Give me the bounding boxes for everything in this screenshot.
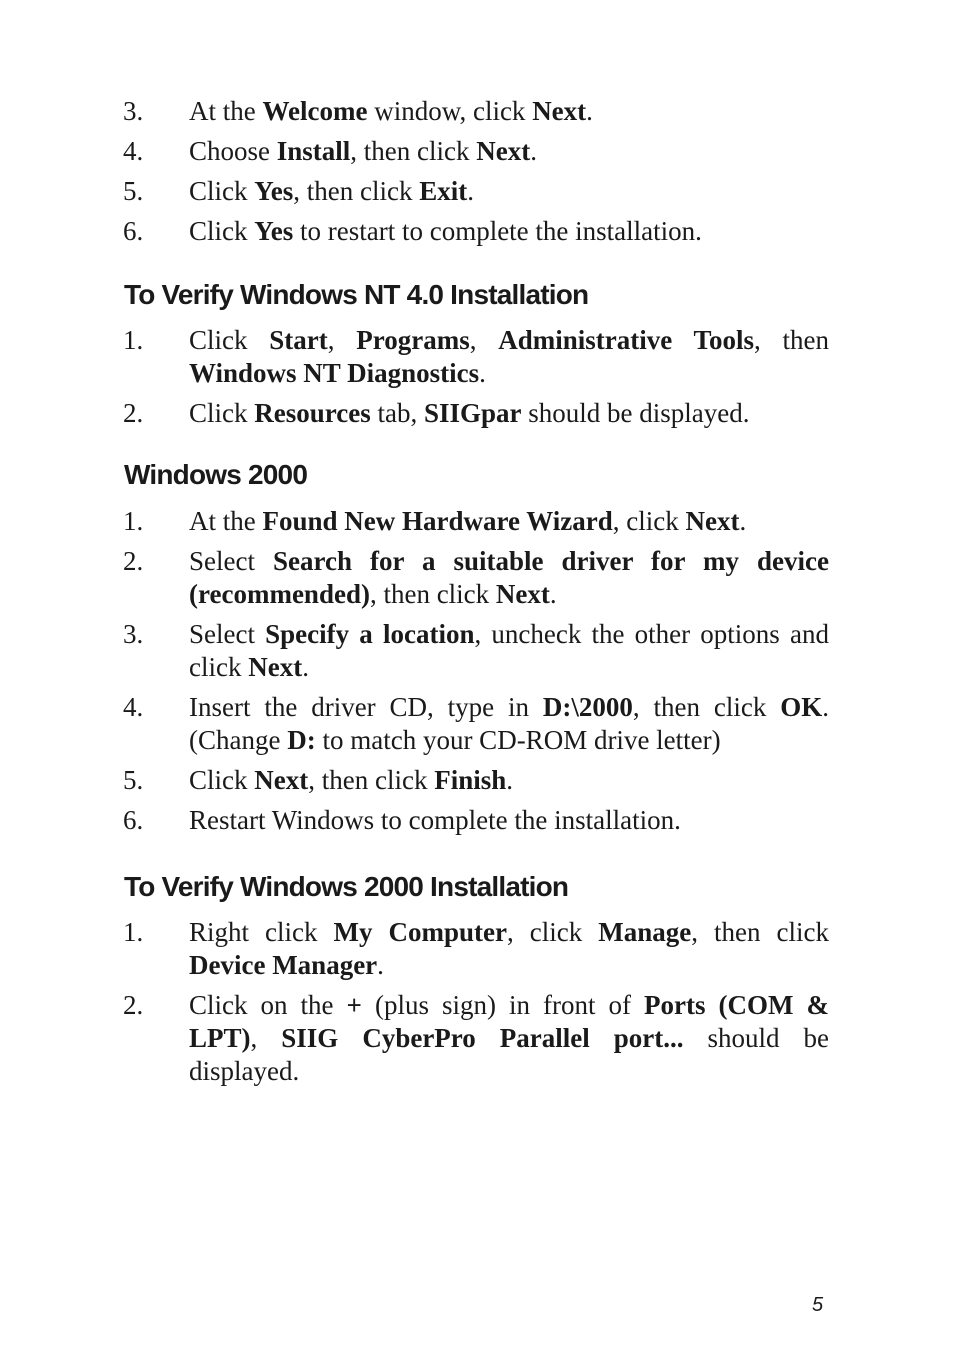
bold-term: Next	[476, 136, 531, 166]
list-item-number: 2.	[123, 990, 144, 1020]
text-run: Right click	[189, 917, 334, 947]
text-run: , then click	[308, 765, 435, 795]
bold-term: Programs	[356, 325, 470, 355]
text-run: , then click	[691, 917, 829, 947]
bold-term: My Computer	[333, 917, 507, 947]
text-run: Insert the driver CD, type in	[189, 692, 543, 722]
list-item-text	[189, 397, 829, 430]
text-run: , then	[754, 325, 829, 355]
text-run: , then click	[632, 692, 781, 722]
text-run: window, click	[367, 96, 533, 126]
list-item-number: 3.	[123, 619, 144, 649]
list-item-text	[189, 175, 829, 208]
text-run: , click	[612, 506, 686, 536]
list-item	[0, 135, 954, 168]
text-run: Click	[189, 216, 255, 246]
text-run: .	[530, 136, 537, 166]
text-run: .	[479, 358, 486, 388]
instruction-list-windows-2000	[0, 505, 954, 844]
text-run: .	[377, 950, 384, 980]
list-item-number: 2.	[123, 546, 144, 576]
bold-term: Exit	[419, 176, 468, 206]
bold-term: Found New Hardware Wizard	[262, 506, 613, 536]
text-run: Select	[189, 546, 273, 576]
bold-term: Finish	[434, 765, 507, 795]
list-item	[0, 916, 954, 982]
list-item-number: 1.	[123, 506, 144, 536]
text-run: Click	[189, 398, 255, 428]
bold-term: Device Manager	[189, 950, 378, 980]
list-item	[0, 95, 954, 128]
bold-term: Next	[248, 652, 303, 682]
bold-term: Install	[276, 136, 351, 166]
bold-term: Specify a location	[265, 619, 475, 649]
bold-term: D:\2000	[542, 692, 633, 722]
list-item-text	[189, 505, 829, 538]
text-run: tab,	[370, 398, 424, 428]
bold-term: Windows NT Diagnostics	[189, 358, 480, 388]
text-run: . (Change	[189, 692, 829, 755]
text-run: , click	[507, 917, 599, 947]
text-run: Select	[189, 619, 266, 649]
text-run: Click on the	[189, 990, 347, 1020]
text-run: .	[467, 176, 474, 206]
bold-term: Administrative Tools	[498, 325, 755, 355]
bold-term: Next	[254, 765, 309, 795]
text-run: .	[506, 765, 513, 795]
heading-verify-nt: To Verify Windows NT 4.0 Installation	[124, 279, 589, 310]
list-item	[0, 324, 954, 390]
text-run: Choose	[189, 136, 277, 166]
list-item	[0, 618, 954, 684]
bold-term: Ports (COM & LPT)	[189, 990, 830, 1053]
text-run: Restart Windows to complete the installation.	[189, 805, 681, 835]
text-run: , then click	[369, 579, 496, 609]
list-item-number: 4.	[123, 692, 144, 722]
list-item-text	[189, 95, 829, 128]
bold-term: +	[346, 990, 362, 1020]
text-run: Click	[189, 176, 255, 206]
text-run: At the	[189, 96, 263, 126]
bold-term: Start	[269, 325, 328, 355]
text-run: should be displayed.	[189, 1023, 829, 1086]
list-item-text	[189, 764, 829, 797]
heading-verify-2000: To Verify Windows 2000 Installation	[124, 871, 569, 902]
list-item-number: 6.	[123, 805, 144, 835]
text-run: ,	[469, 325, 499, 355]
text-run: .	[549, 579, 557, 609]
instruction-list-verify-nt	[0, 324, 954, 437]
text-run: .	[739, 506, 747, 536]
text-run: , then click	[350, 136, 477, 166]
list-item-text	[189, 989, 829, 1088]
list-item-number: 3.	[123, 96, 144, 126]
list-item	[0, 989, 954, 1088]
text-run: .	[302, 652, 309, 682]
text-run: to match your CD-ROM drive letter)	[315, 725, 721, 755]
text-run: ,	[327, 325, 357, 355]
list-item-text	[189, 804, 829, 837]
bold-term: SIIG CyberPro Parallel port...	[281, 1023, 684, 1053]
text-run: At the	[189, 506, 263, 536]
heading-windows-2000: Windows 2000	[124, 459, 308, 490]
bold-term: OK	[780, 692, 823, 722]
text-run: Click	[189, 765, 255, 795]
text-run: should be displayed.	[521, 398, 750, 428]
list-item	[0, 215, 954, 248]
instruction-list-top	[0, 95, 954, 255]
bold-term: Next	[685, 506, 740, 536]
page-number: 5	[812, 1294, 824, 1316]
text-run: (plus sign) in front of	[361, 990, 645, 1020]
text-run: , uncheck the other options and click	[189, 619, 829, 682]
list-item-number: 1.	[123, 917, 144, 947]
bold-term: Search for a suitable driver for my device (recommended)	[189, 546, 829, 609]
list-item-text	[189, 135, 829, 168]
text-run: ,	[250, 1023, 282, 1053]
list-item-number: 1.	[123, 325, 144, 355]
bold-term: Resources	[254, 398, 371, 428]
list-item-number: 5.	[123, 765, 144, 795]
bold-term: Manage	[598, 917, 692, 947]
list-item	[0, 505, 954, 538]
bold-term: Next	[495, 579, 550, 609]
list-item-text	[189, 691, 829, 757]
list-item-text	[189, 618, 829, 684]
list-item	[0, 764, 954, 797]
list-item-number: 6.	[123, 216, 144, 246]
bold-term: Yes	[254, 176, 294, 206]
list-item-text	[189, 545, 829, 611]
instruction-list-verify-2000	[0, 916, 954, 1095]
list-item	[0, 804, 954, 837]
list-item-text	[189, 324, 829, 390]
list-item-number: 2.	[123, 398, 144, 428]
text-run: Click	[189, 325, 270, 355]
list-item-number: 4.	[123, 136, 144, 166]
list-item	[0, 545, 954, 611]
bold-term: Yes	[254, 216, 294, 246]
text-run: , then click	[293, 176, 420, 206]
list-item-number: 5.	[123, 176, 144, 206]
text-run: .	[586, 96, 593, 126]
list-item-text	[189, 215, 829, 248]
bold-term: D:	[287, 725, 316, 755]
bold-term: Next	[532, 96, 587, 126]
text-run: to restart to complete the installation.	[293, 216, 702, 246]
list-item	[0, 397, 954, 430]
bold-term: SIIGpar	[423, 398, 522, 428]
list-item	[0, 175, 954, 208]
list-item-text	[189, 916, 829, 982]
list-item	[0, 691, 954, 757]
bold-term: Welcome	[262, 96, 368, 126]
